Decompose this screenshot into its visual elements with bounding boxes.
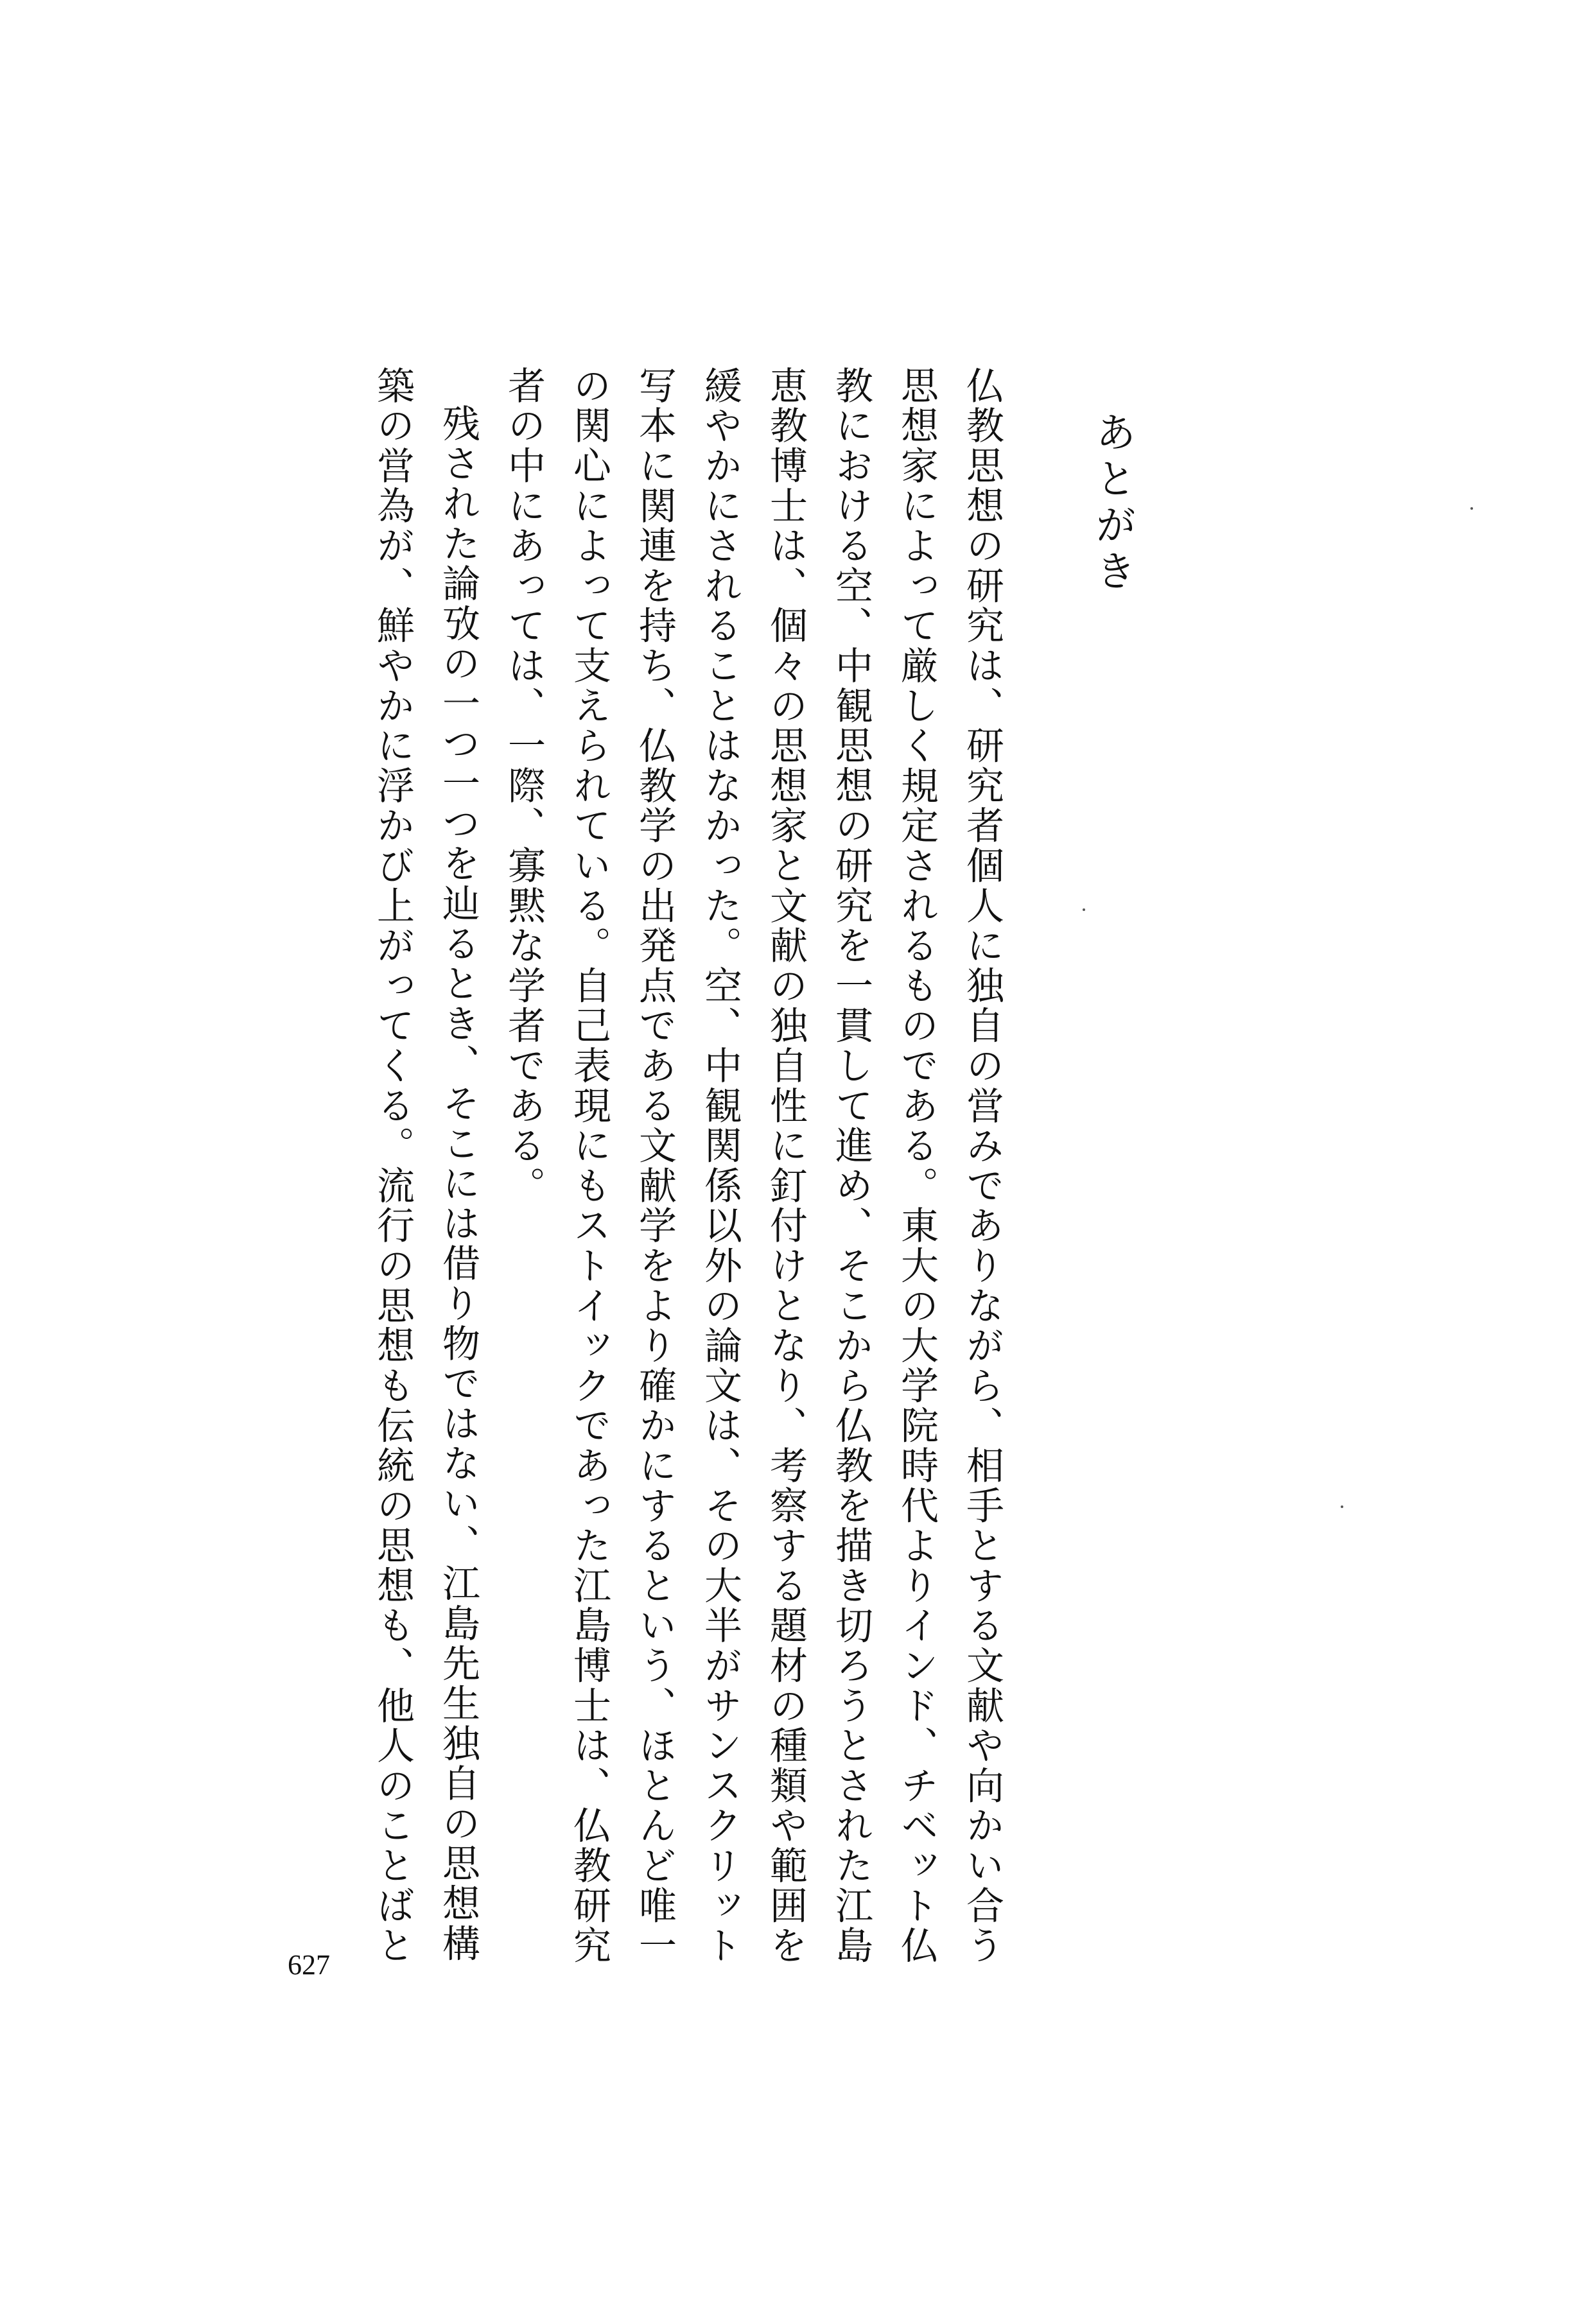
page-title: あとがき [1088,411,1136,596]
paragraph-1: 仏教思想の研究は、研究者個人に独自の営みでありながら、相手とする文献や向かい合う思想家によって厳しく規定されるものである。東大の大学院時代よりインド、チベット仏教における空、中観思想の研究を一貫して進め、そこから仏教を描き切ろうとされた江島恵教博士は、個々の思想家と文献の独自性に釘付けとなり、考察する題材の種類や範囲を緩やかにされることはなかった。空、中観関係以外の論文は、その大半がサンスクリット写本に関連を持ち、仏教学の出発点である文献学をより確かにするという、ほとんど唯一の関心によって支えられている。自己表現にもストイックであった江島博士は、仏教研究者の中にあっては、一際、寡黙な学者である。 [501,366,1004,1966]
paragraph-2: 残された論攷の一つ一つを辿るとき、そこには借り物ではない、江島先生独自の思想構築の営為が、鮮やかに浮かび上がってくる。流行の思想も伝統の思想も、他人のことばと [370,366,480,1966]
scan-speck [1341,1505,1343,1508]
page-number: 627 [288,1949,330,1981]
body-text [361,366,1015,2000]
scan-speck [1083,908,1085,911]
scan-speck [1470,507,1473,510]
